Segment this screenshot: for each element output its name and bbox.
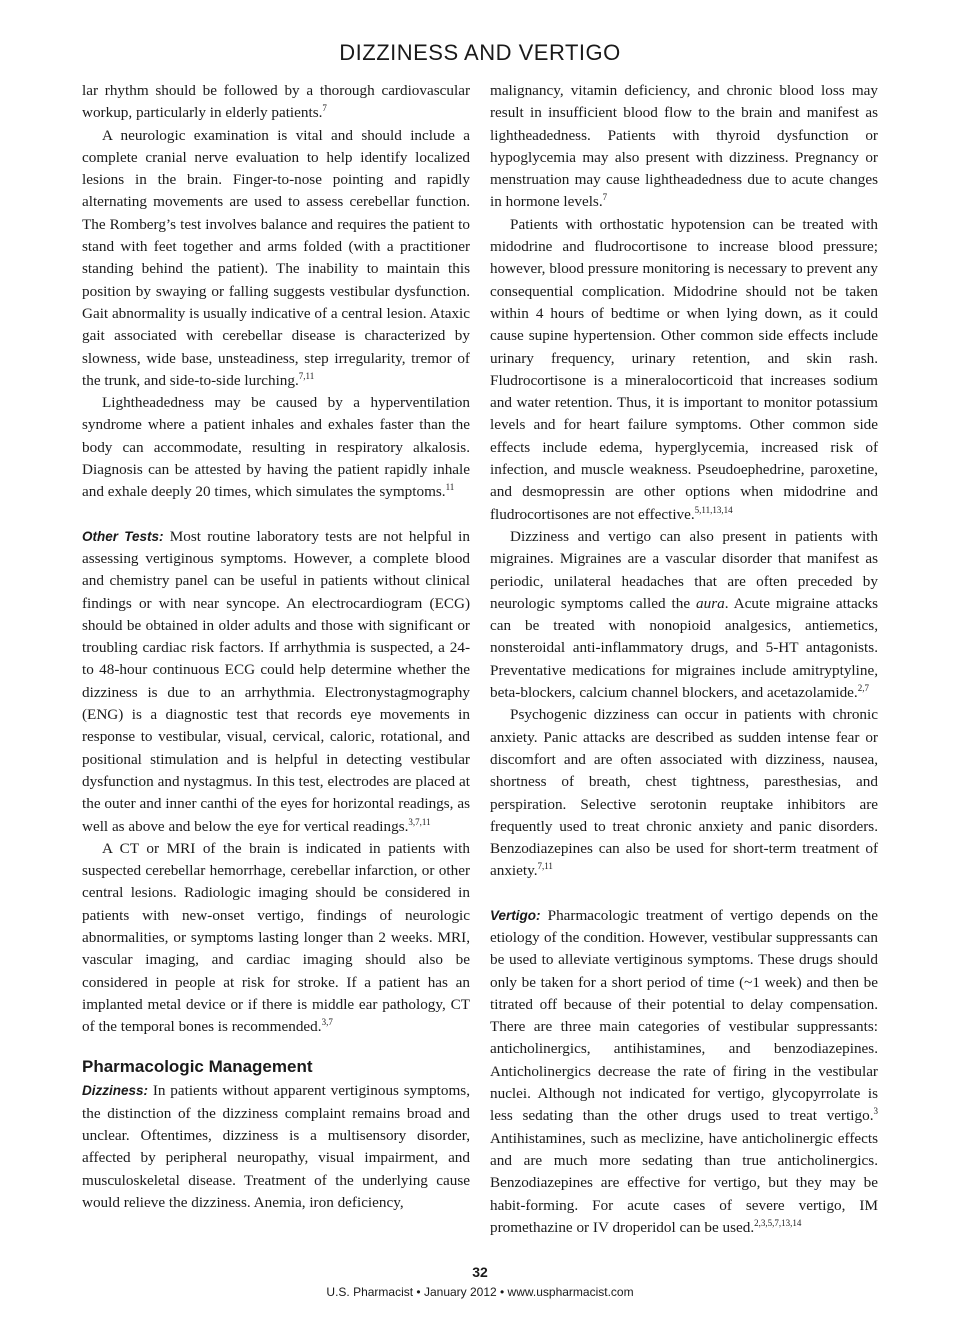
citation: 7 <box>322 103 327 114</box>
paragraph: A CT or MRI of the brain is indicated in patients with suspected cerebellar hemorrhage, cerebellar infarction, or other central lesions. Radiologic imaging should be considered in patients with new-onset vertigo, findings of neurologic abnormalities, or symptoms lasting longer than 2 weeks. MRI, vascular imaging, and cardiac imaging should also be considered in people at risk for stroke. If a patient has an implanted metal device or if there is middle ear pathology, CT of the temporal bones is recommended.$^{3,7}$ <box>82 839 470 1036</box>
paragraph: malignancy, vitamin deficiency, and chronic blood loss may result in insufficient blood flow to the brain and manifest as lightheadedness. Patients with thyroid dysfunction or hypoglycemia may also present with dizziness. Pregnancy or menstruation may cause lightheadedness due to acute changes in hormone levels.$^7$ <box>490 82 878 211</box>
run-in-heading: Other Tests: <box>82 528 164 544</box>
section-heading: Pharmacologic Management <box>82 1057 313 1077</box>
page-number: 32 <box>472 1264 488 1280</box>
citation: 3,7 <box>321 1017 333 1028</box>
paragraph: Vertigo: Pharmacologic treatment of vertigo depends on the etiology of the condition. However, vestibular suppressants can be used to alleviate vertiginous symptoms. These drugs should only be taken for a short period of time (~1 week) and then be titrated off because of their potential to delay compensation. There are three main categories of vestibular suppressants: anticholinergics, antihistamines, and benzodiazepines. Anticholinergics decrease the rate of firing in the vestibular nuclei. Although not indicated for vertigo, glycopyrrolate is less sedating than the other drugs used to treat vertigo.$^3$ Antihistamines, such as meclizine, have anticholinergic effects and are much more sedating than true anticholinergics. Benzodiazepines are effective for vertigo, but they may be habit-forming. For acute cases of severe vertigo, IM promethazine or IV droperidol can be used.$^{2,3,5,7,13,14}$ <box>490 906 878 1236</box>
paragraph: A neurologic examination is vital and should include a complete cranial nerve evaluation to help identify localized lesions in the brain. Finger-to-nose pointing and rapidly alternating movements are used to assess cerebellar function. The Romberg’s test involves balance and requires the patient to stand with feet together and arms folded (with a practitioner standing behind the patient). The inability to maintain this position by swaying or falling suggests vestibular dysfunction. Gait abnormality is usually indicative of a central lesion. Ataxic gait associated with cerebellar disease is characterized by slowness, wide base, unsteadiness, step irregularity, tremor of the trunk, and side-to-side lurching.$^{7,11}$ <box>82 126 471 389</box>
citation: 5,11,13,14 <box>694 504 733 515</box>
paragraph: Lightheadedness may be caused by a hyperventilation syndrome where a patient inhales and exhales faster than the body can accommodate, resulting in respiratory alkalosis. Diagnosis can be attested by having the patient rapidly inhale and exhale deeply 20 times, which simulates the symptoms.$^{11}$ <box>82 394 470 501</box>
run-in-heading: Dizziness: <box>82 1083 149 1099</box>
citation: 11 <box>445 482 455 493</box>
citation: 2,3,5,7,13,14 <box>754 1217 802 1228</box>
citation: 7 <box>602 192 608 203</box>
paragraph: Psychogenic dizziness can occur in patients with chronic anxiety. Panic attacks are described as sudden intense fear or discomfort and are often associated with dizziness, nausea, shortness of breath, chest tightness, paresthesias, and perspiration. Selective serotonin reuptake inhibitors are frequently used to treat chronic anxiety and panic disorders. Benzodiazepines can also be used for short-term treatment of anxiety.$^{7,11}$ <box>490 706 878 880</box>
right-column <box>490 80 878 1239</box>
paragraph: Dizziness and vertigo can also present in patients with migraines. Migraines are a vascular disorder that manifest as periodic, unilateral headaches that are often preceded by neurologic symptoms called the aura. Acute migraine attacks can be treated with nonopioid analgesics, antiemetics, nonsteroidal anti-inflammatory drugs, and 5-HT antagonists. Preventative medications for migraines include amitryptyline, beta-blockers, calcium channel blockers, and acetazolamide.$^{2,7}$ <box>490 527 878 702</box>
page-title: DIZZINESS AND VERTIGO <box>339 40 621 65</box>
paragraph: Dizziness: In patients without apparent vertiginous symptoms, the distinction of the dizziness complaint remains broad and unclear. Oftentimes, dizziness is a multisensory disorder, affected by peripheral neuropathy, visual impairment, and musculoskeletal disease. Treatment of the underlying cause would relieve the dizziness. Anemia, iron deficiency, <box>82 1082 470 1211</box>
citation: 3,7,11 <box>408 816 431 827</box>
run-in-heading: Vertigo: <box>490 907 541 923</box>
citation: 3 <box>873 1106 878 1117</box>
paragraph: Patients with orthostatic hypotension can be treated with midodrine and fludrocortisone to increase blood pressure; however, blood pressure monitoring is necessary to prevent any consequential complication. Midodrine should not be taken within 4 hours of bedtime or when lying down, as it could cause supine hypertension. Other common side effects include urinary frequency, urinary retention, and skin rash. Fludrocortisone is a mineralocorticoid that increases sodium and water retention. Thus, it is important to monitor potassium levels and for heart failure symptoms. Other common side effects include edema, hyperglycemia, increased risk of infection, and muscle weakness. Pseudoephedrine, paroxetine, and desmopressin are other options when midodrine and fludrocortisones are not effective.$^{5,11,13,14}$ <box>490 215 878 523</box>
italic-term: aura <box>696 594 725 612</box>
paragraph: lar rhythm should be followed by a thorough cardiovascular workup, particularly in elderly patients.$^7$ <box>82 82 470 122</box>
footer-line: U.S. Pharmacist • January 2012 • www.uspharmacist.com <box>326 1285 634 1299</box>
citation: 2,7 <box>857 683 869 694</box>
citation: 7,11 <box>537 861 553 872</box>
left-column <box>82 80 470 1214</box>
citation: 7,11 <box>298 370 315 381</box>
paragraph: Other Tests: Most routine laboratory tests are not helpful in assessing vertiginous symptoms. However, a complete blood and chemistry panel can be useful in patients without clinical findings or with near syncope. An electrocardiogram (ECG) should be obtained in older adults and those with significant or troubling cardiac risk factors. If arrhythmia is suspected, a 24- to 48-hour continuous ECG could help determine whether the dizziness is due to an arrhythmia. Electronystagmography (ENG) is a diagnostic test that records eye movements in response to vestibular, visual, cervical, caloric, rotational, and positional stimulation and is helpful in detecting vestibular dysfunction and nystagmus. In this test, electrodes are placed at the outer and inner canthi of the eyes for horizontal readings, as well as above and below the eye for vertical readings.$^{3,7,11}$ <box>82 527 470 835</box>
